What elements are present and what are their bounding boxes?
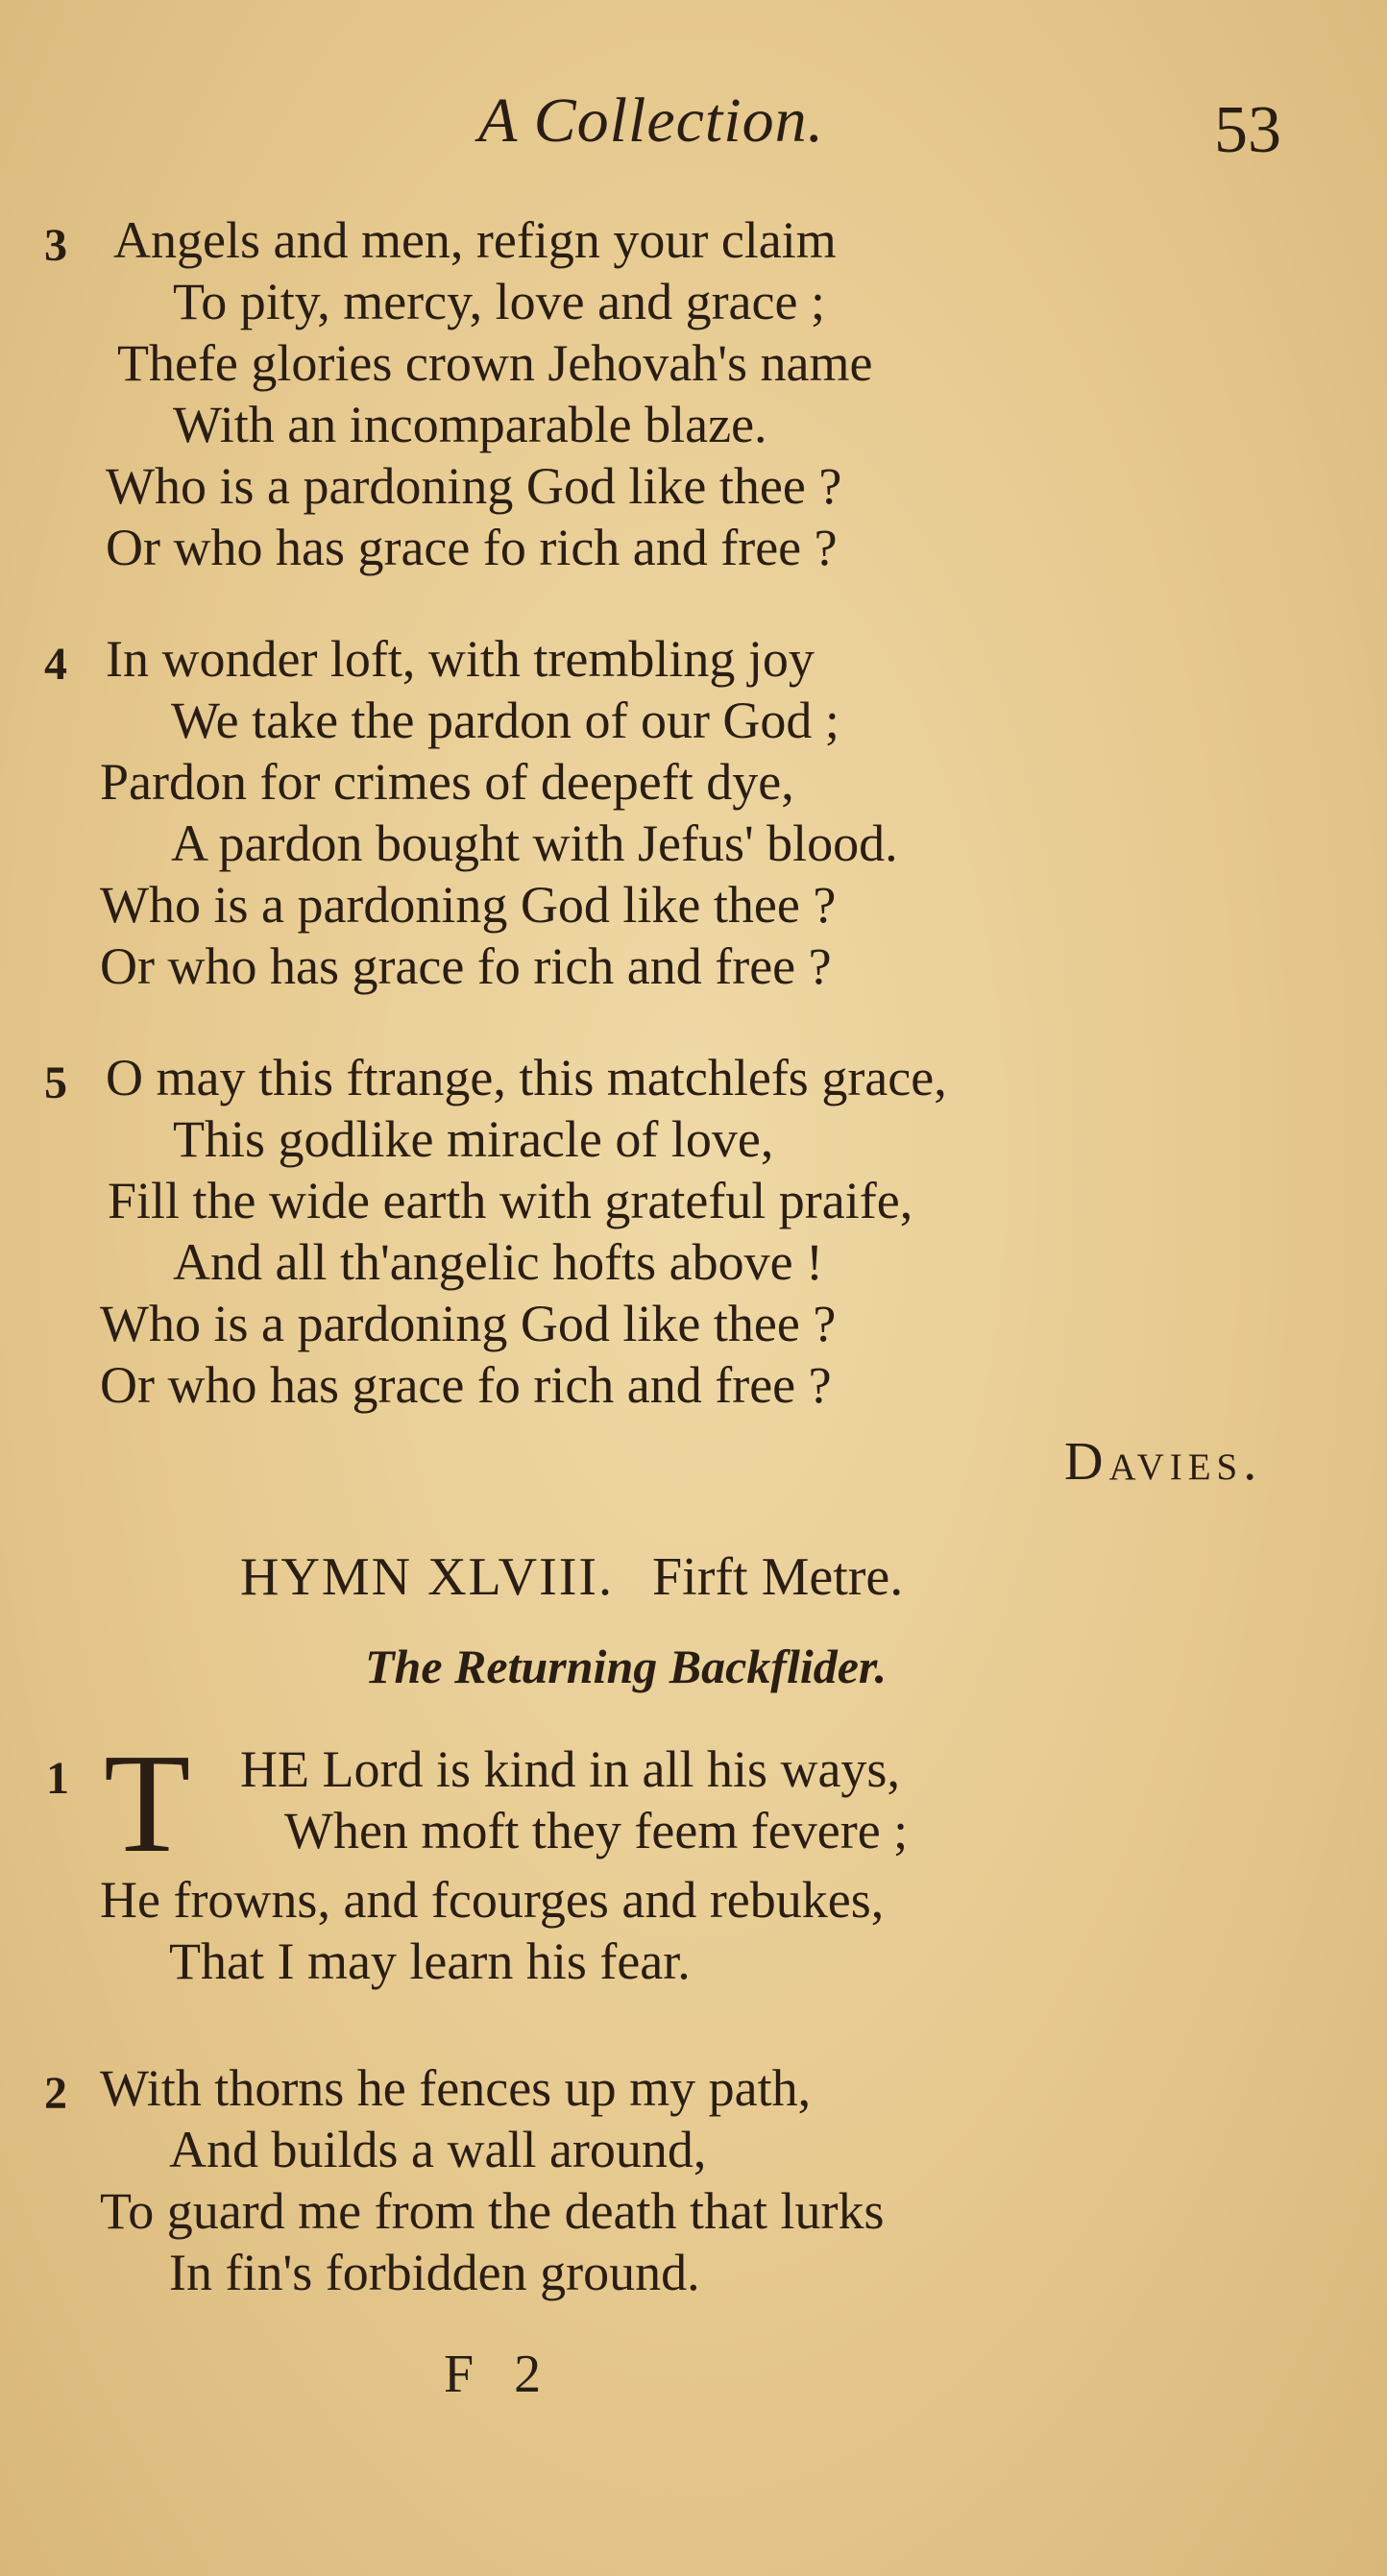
drop-cap: T [104, 1725, 191, 1883]
stanza-number: 5 [44, 1057, 67, 1108]
verse-line: Angels and men, refign your claim [113, 211, 837, 269]
stanza-number: 1 [46, 1753, 69, 1804]
running-head: A Collection. [478, 85, 825, 156]
verse-line: Thefe glories crown Jehovah's name [117, 334, 873, 392]
verse-line: And builds a wall around, [169, 2121, 707, 2178]
verse-line: O may this ftrange, this matchlefs grace, [106, 1049, 947, 1106]
page-number: 53 [1214, 93, 1281, 167]
hymn-heading [240, 1546, 903, 1608]
hymn-title: HYMN XLVIII. [240, 1547, 615, 1607]
verse-line: Or who has grace fo rich and free ? [100, 1356, 832, 1414]
verse-line: To guard me from the death that lurks [100, 2182, 885, 2240]
verse-line: A pardon bought with Jefus' blood. [171, 814, 898, 872]
hymn-subtitle: The Returning Backflider. [365, 1640, 888, 1693]
verse-line: We take the pardon of our God ; [171, 692, 840, 749]
verse-line: Who is a pardoning God like thee ? [100, 1295, 837, 1352]
verse-line: HE Lord is kind in all his ways, [240, 1740, 900, 1798]
verse-line: With thorns he fences up my path, [100, 2059, 812, 2117]
author-attribution: Davies. [1064, 1432, 1263, 1492]
verse-line: That I may learn his fear. [169, 1932, 691, 1990]
signature-mark: F 2 [444, 2345, 555, 2404]
verse-line: He frowns, and fcourges and rebukes, [100, 1871, 885, 1929]
verse-line: In wonder loft, with trembling joy [106, 630, 815, 688]
verse-line: Or who has grace fo rich and free ? [100, 937, 832, 995]
stanza-number: 4 [44, 639, 67, 690]
verse-line: When moft they feem fevere ; [284, 1802, 909, 1859]
verse-line: Fill the wide earth with grateful praife, [108, 1172, 913, 1229]
verse-line: And all th'angelic hofts above ! [173, 1233, 824, 1291]
verse-line: To pity, mercy, love and grace ; [173, 273, 825, 330]
verse-line: Pardon for crimes of deepeft dye, [100, 753, 794, 811]
verse-line: Who is a pardoning God like thee ? [100, 876, 837, 934]
verse-line: In fin's forbidden ground. [169, 2244, 700, 2301]
verse-line: With an incomparable blaze. [173, 396, 767, 453]
verse-line: Or who has grace fo rich and free ? [106, 519, 838, 576]
hymn-metre: Firft Metre. [652, 1547, 904, 1607]
stanza-number: 2 [44, 2068, 67, 2119]
verse-line: Who is a pardoning God like thee ? [106, 457, 842, 515]
verse-line: This godlike miracle of love, [173, 1110, 774, 1168]
stanza-number: 3 [44, 220, 67, 271]
